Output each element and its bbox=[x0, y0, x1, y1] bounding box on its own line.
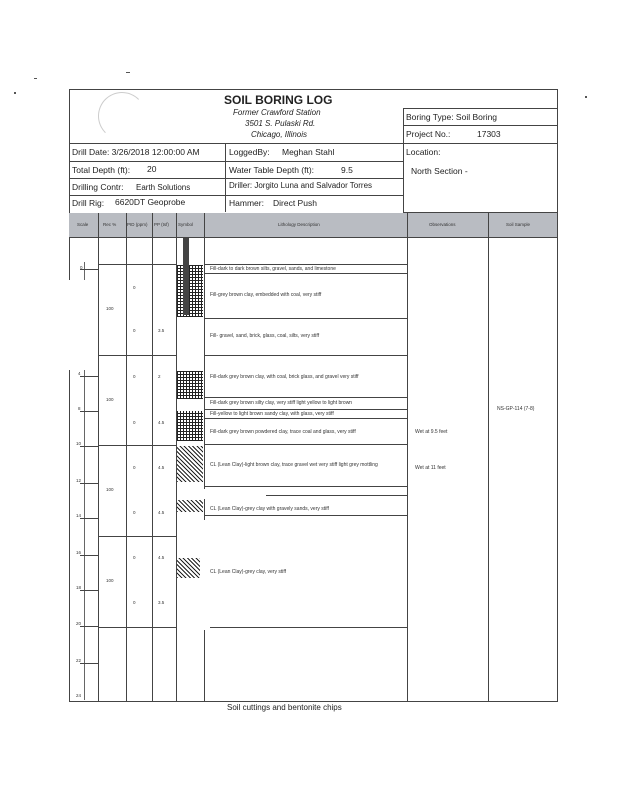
lithology-entry: Fill-grey brown clay, embedded with coal, very stiff bbox=[210, 292, 322, 298]
hammer: Direct Push bbox=[273, 198, 317, 208]
pid-value: 0 bbox=[133, 285, 136, 290]
col-lithology: Lithology Description bbox=[278, 222, 320, 227]
lithology-entry: CL (Lean Clay)-light brown clay, trace gravel wet very stiff light grey mottling bbox=[210, 462, 378, 468]
logged-by: Meghan Stahl bbox=[282, 147, 335, 157]
log-table bbox=[69, 212, 558, 702]
pid-value: 0 bbox=[133, 465, 136, 470]
recovery-value: 100 bbox=[106, 487, 114, 492]
scale-tick: 0 bbox=[80, 265, 83, 270]
scale-tick: 4 bbox=[78, 371, 81, 376]
lithology-entry: Fill-dark to dark brown silts, gravel, sands, and limestone bbox=[210, 266, 336, 272]
lithology-entry: Fill-yellow to light brown sandy clay, with glass, very stiff bbox=[210, 411, 334, 417]
scan-speck bbox=[585, 96, 587, 98]
water-table: 9.5 bbox=[341, 165, 353, 175]
observation-entry: Wet at 9.5 feet bbox=[415, 429, 448, 435]
fill-symbol bbox=[177, 265, 203, 317]
col-scale: Scale bbox=[77, 222, 89, 227]
boring-type: Boring Type: Soil Boring bbox=[406, 112, 498, 122]
pid-value: 0 bbox=[133, 374, 136, 379]
lithology-entry: CL (Lean Clay)-grey clay with gravely sands, very stiff bbox=[210, 506, 329, 512]
log-title: SOIL BORING LOG bbox=[224, 93, 333, 107]
scale-tick: 8 bbox=[78, 406, 81, 411]
lithology-entry: Fill-dark grey brown clay, with coal, brick glass, and gravel very stiff bbox=[210, 374, 359, 380]
pid-value: 0 bbox=[133, 600, 136, 605]
scan-speck bbox=[34, 78, 37, 79]
col-pp: PP (tsf) bbox=[154, 222, 169, 227]
lithology-entry: Fill- gravel, sand, brick, glass, coal, silts, very stiff bbox=[210, 333, 320, 339]
drill-rig: 6620DT Geoprobe bbox=[115, 197, 186, 207]
faded-logo bbox=[98, 92, 146, 140]
scan-speck bbox=[14, 92, 16, 94]
logged-by-label: LoggedBy: bbox=[229, 147, 270, 157]
scale-tick: 14 bbox=[76, 513, 82, 518]
fill-symbol bbox=[177, 411, 203, 441]
col-soil-sample: Soil Sample bbox=[506, 222, 531, 227]
total-depth: 20 bbox=[147, 164, 157, 174]
col-rec: Rec % bbox=[103, 222, 117, 227]
location-label: Location: bbox=[406, 147, 441, 157]
site-city: Chicago, Illinois bbox=[251, 130, 308, 139]
drill-date: Drill Date: 3/26/2018 12:00:00 AM bbox=[72, 147, 200, 157]
scale-tick: 12 bbox=[76, 478, 82, 483]
scan-speck bbox=[126, 72, 130, 73]
recovery-value: 100 bbox=[106, 306, 114, 311]
pid-value: 0 bbox=[133, 328, 136, 333]
redaction-patch bbox=[200, 489, 266, 499]
footer-note: Soil cuttings and bentonite chips bbox=[227, 703, 342, 712]
scale-tick: 20 bbox=[76, 621, 82, 626]
pp-value: 4.5 bbox=[158, 510, 165, 515]
total-depth-label: Total Depth (ft): bbox=[72, 165, 131, 175]
drill-rig-label: Drill Rig: bbox=[72, 198, 105, 208]
casing-bar bbox=[183, 237, 189, 315]
driller: Driller: Jorgito Luna and Salvador Torres bbox=[229, 181, 373, 190]
pp-value: 3.5 bbox=[158, 328, 165, 333]
observation-entry: Wet at 11 feet bbox=[415, 465, 446, 471]
redaction-patch bbox=[200, 520, 210, 630]
site-address: 3501 S. Pulaski Rd. bbox=[245, 119, 316, 128]
soil-sample-id: NS-GP-114 (7-8) bbox=[497, 406, 535, 412]
recovery-value: 100 bbox=[106, 578, 114, 583]
pp-value: 4.5 bbox=[158, 555, 165, 560]
pp-value: 4.5 bbox=[158, 420, 165, 425]
lithology-entry: Fill-dark grey brown silty clay, very stiff light yellow to light brown bbox=[210, 400, 353, 406]
drilling-contr: Earth Solutions bbox=[136, 183, 191, 192]
col-symbol: Symbol bbox=[178, 222, 194, 227]
project-no: 17303 bbox=[477, 129, 501, 139]
pp-value: 4.5 bbox=[158, 465, 165, 470]
fill-symbol bbox=[177, 371, 203, 399]
drilling-contr-label: Drilling Contr: bbox=[72, 182, 124, 192]
col-observations: Observations bbox=[429, 222, 456, 227]
pid-value: 0 bbox=[133, 420, 136, 425]
scale-tick: 16 bbox=[76, 550, 82, 555]
pid-value: 0 bbox=[133, 555, 136, 560]
col-pid: PID (ppm) bbox=[127, 222, 148, 227]
scale-tick: 22 bbox=[76, 658, 82, 663]
recovery-value: 100 bbox=[106, 397, 114, 402]
project-no-label: Project No.: bbox=[406, 129, 451, 139]
lithology-entry: CL (Lean Clay)-grey clay, very stiff bbox=[210, 569, 287, 575]
site-name: Former Crawford Station bbox=[233, 108, 321, 117]
scale-tick: 24 bbox=[76, 693, 82, 698]
pp-value: 2 bbox=[158, 374, 161, 379]
scale-tick: 10 bbox=[76, 441, 82, 446]
pid-value: 0 bbox=[133, 510, 136, 515]
water-table-label: Water Table Depth (ft): bbox=[229, 165, 315, 175]
scale-tick: 18 bbox=[76, 585, 82, 590]
lean-clay-symbol bbox=[177, 446, 203, 482]
lean-clay-symbol bbox=[177, 500, 203, 512]
location-value: North Section - bbox=[411, 166, 468, 176]
hammer-label: Hammer: bbox=[229, 198, 264, 208]
pp-value: 3.5 bbox=[158, 600, 165, 605]
lithology-entry: Fill-dark grey brown powdered clay, trace coal and glass, very stiff bbox=[210, 429, 356, 435]
redaction-patch bbox=[62, 280, 98, 370]
